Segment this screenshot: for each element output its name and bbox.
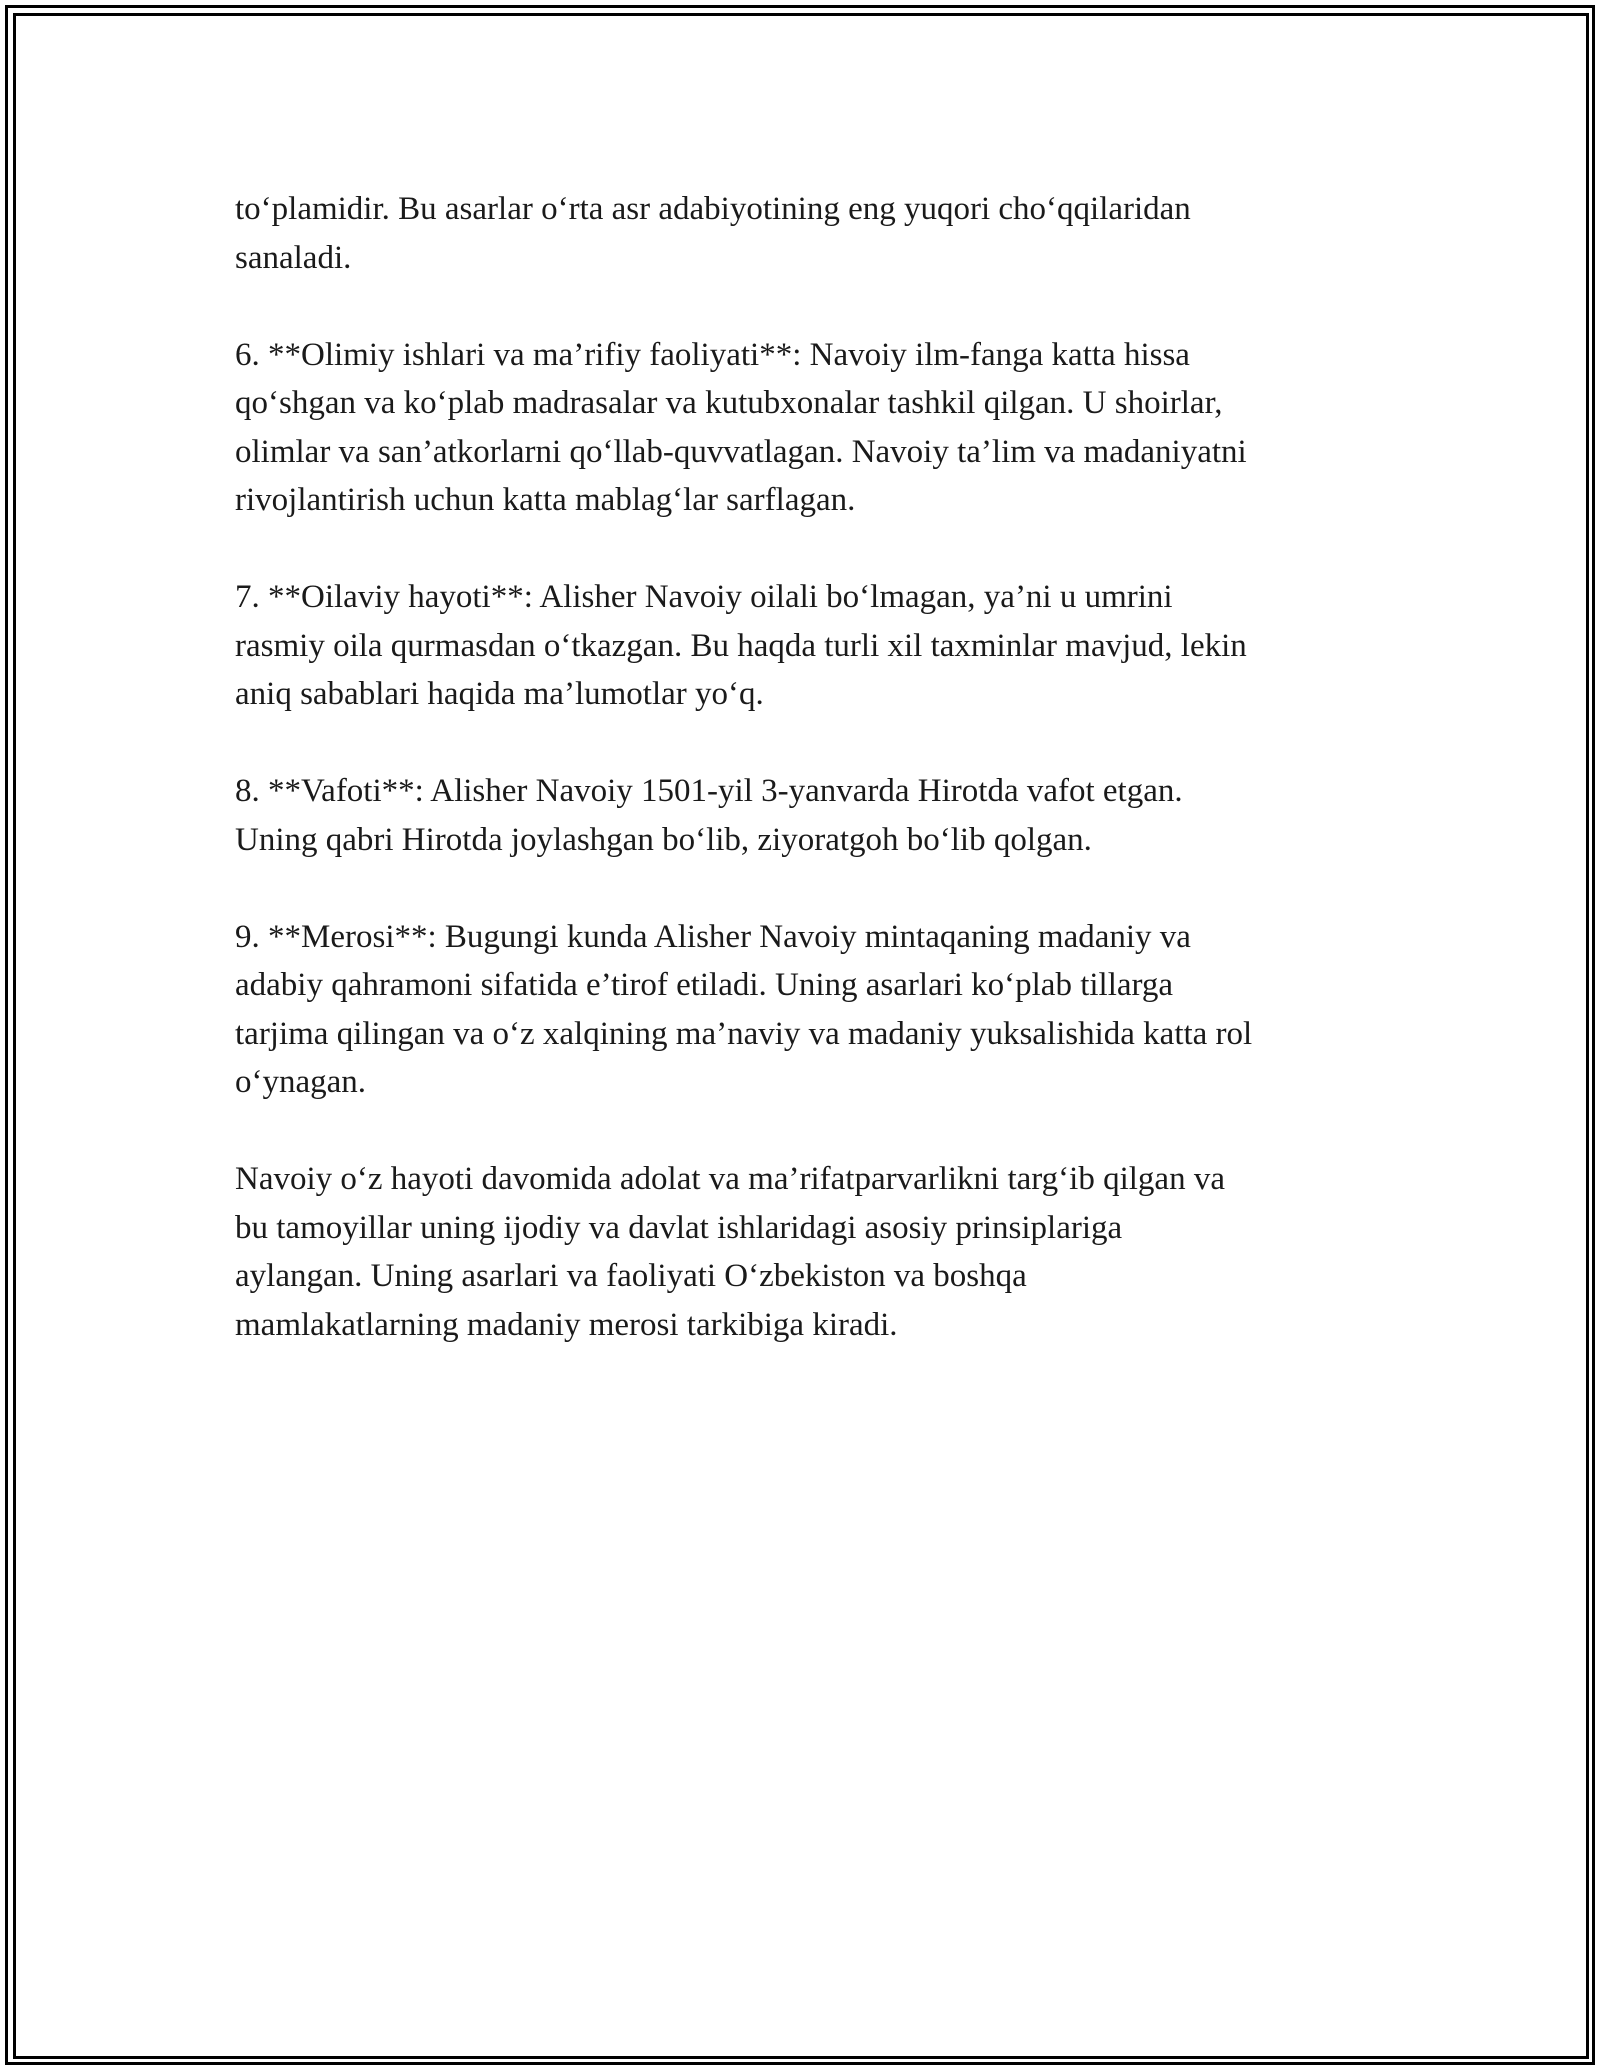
text-line: to‘plamidir. Bu asarlar o‘rta asr adabiyotining eng yuqori cho‘qqilaridan — [235, 191, 1191, 227]
paragraph-conclusion — [235, 1155, 1385, 1349]
text-line: o‘ynagan. — [235, 1064, 367, 1100]
text-line: rasmiy oila qurmasdan o‘tkazgan. Bu haqda turli xil taxminlar mavjud, lekin — [235, 627, 1247, 664]
text-line: rivojlantirish uchun katta mablag‘lar sarflagan. — [235, 482, 856, 518]
text-line: adabiy qahramoni sifatida e’tirof etiladi. Uning asarlari ko‘plab tillarga — [235, 967, 1174, 1003]
paragraph-scholarly-work — [235, 331, 1385, 525]
paragraph-legacy — [235, 913, 1385, 1107]
text-line: 7. **Oilaviy hayoti**: Alisher Navoiy oilali bo‘lmagan, ya’ni u umrini — [235, 579, 1173, 615]
text-line: 9. **Merosi**: Bugungi kunda Alisher Navoiy mintaqaning madaniy va — [235, 918, 1191, 955]
text-line: tarjima qilingan va o‘z xalqining ma’naviy va madaniy yuksalishida katta rol — [235, 1015, 1253, 1052]
text-line: 8. **Vafoti**: Alisher Navoiy 1501-yil 3-yanvarda Hirotda vafot etgan. — [235, 773, 1183, 809]
text-line: aylangan. Uning asarlari va faoliyati O‘zbekiston va boshqa — [235, 1258, 1027, 1294]
document-body — [235, 185, 1385, 1398]
text-line: sanaladi. — [235, 239, 352, 276]
text-line: Navoiy o‘z hayoti davomida adolat va ma’rifatparvarlikni targ‘ib qilgan va — [235, 1161, 1225, 1197]
paragraph-death — [235, 767, 1385, 864]
text-line: Uning qabri Hirotda joylashgan bo‘lib, ziyoratgoh bo‘lib qolgan. — [235, 821, 1092, 858]
text-line: mamlakatlarning madaniy merosi tarkibiga kiradi. — [235, 1306, 898, 1343]
paragraph-intro-continuation — [235, 185, 1385, 282]
text-line: aniq sabablari haqida ma’lumotlar yo‘q. — [235, 676, 764, 712]
paragraph-family-life — [235, 573, 1385, 719]
text-line: qo‘shgan va ko‘plab madrasalar va kutubxonalar tashkil qilgan. U shoirlar, — [235, 385, 1223, 421]
text-line: 6. **Olimiy ishlari va ma’rifiy faoliyati**: Navoiy ilm-fanga katta hissa — [235, 336, 1190, 373]
text-line: olimlar va san’atkorlarni qo‘llab-quvvatlagan. Navoiy ta’lim va madaniyatni — [235, 433, 1247, 470]
text-line: bu tamoyillar uning ijodiy va davlat ishlaridagi asosiy prinsiplariga — [235, 1209, 1123, 1246]
